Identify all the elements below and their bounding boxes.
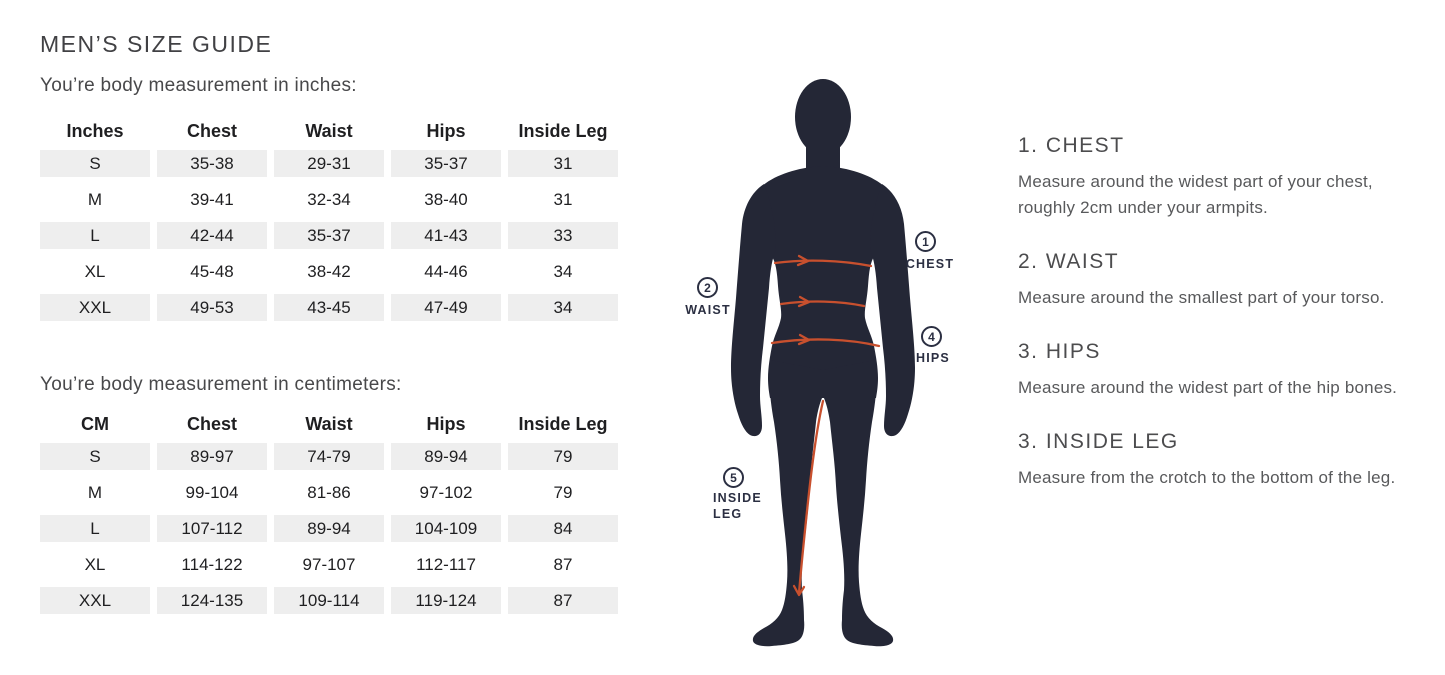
body-measurement-figure [660,60,980,660]
table-cell: 35-37 [274,222,384,249]
table-cell: 87 [553,555,573,574]
instruction-text: Measure around the widest part of the hip bones. [1018,378,1398,397]
table-row [40,443,618,470]
table-cell: XXL [40,294,150,321]
table-cell: 45-48 [190,262,234,281]
table-row [40,222,618,249]
instruction-section [1018,430,1414,491]
column-header: Inches [66,121,124,141]
table-cell: 97-107 [302,555,356,574]
instruction-section [1018,340,1414,401]
table-cell: 107-112 [157,515,267,542]
table-cell: 35-37 [391,150,501,177]
table-cell: 31 [508,150,618,177]
table-cell: 32-34 [307,190,351,209]
table-cell: S [40,150,150,177]
table-cell: M [87,190,103,209]
table-cell: 29-31 [274,150,384,177]
column-header: Hips [426,121,466,141]
table-row [40,551,618,578]
table-cell: 42-44 [157,222,267,249]
table-cell: 41-43 [391,222,501,249]
table-row [40,479,618,506]
table-cell: 39-41 [190,190,234,209]
table-cell: 35-38 [157,150,267,177]
table-cell: 104-109 [391,515,501,542]
right-arm-shape [870,184,915,436]
table-cell: 38-42 [307,262,351,281]
instruction-text: Measure around the widest part of your chest, roughly 2cm under your armpits. [1018,172,1373,217]
column-header: Chest [186,414,237,434]
table-cell: 38-40 [424,190,468,209]
hips-figure-label: HIPS [916,351,950,365]
inside-leg-figure-label: INSIDE LEG [713,491,762,521]
instruction-section [1018,134,1414,221]
table-row [40,587,618,614]
table-cell: S [40,443,150,470]
table-cell: 112-117 [416,555,476,574]
inches-table-subtitle: You’re body measurement in inches: [40,75,357,96]
instruction-text: Measure from the crotch to the bottom of the leg. [1018,468,1396,487]
table-cell: M [87,483,103,502]
table-cell: 97-102 [419,483,473,502]
table-cell: 87 [508,587,618,614]
chest-number-badge: 1 [915,231,936,252]
table-cell: 84 [508,515,618,542]
table-cell: 34 [553,262,573,281]
table-cell: XL [84,555,106,574]
cm-size-table [40,412,618,623]
table-cell: 99-104 [185,483,239,502]
column-header: Waist [305,414,353,434]
table-row [40,294,618,321]
column-header: CM [81,414,109,434]
hips-number-badge: 4 [921,326,942,347]
table-cell: XXL [40,587,150,614]
table-cell: 74-79 [274,443,384,470]
instruction-text: Measure around the smallest part of your torso. [1018,288,1385,307]
table-cell: 81-86 [307,483,351,502]
column-header: Waist [305,121,353,141]
column-header: Inside Leg [518,414,608,434]
instruction-heading: 3. INSIDE LEG [1018,430,1179,453]
instruction-heading: 3. HIPS [1018,340,1101,363]
column-header: Inside Leg [518,121,608,141]
table-cell: 79 [508,443,618,470]
page-title: MEN’S SIZE GUIDE [40,31,273,57]
table-row [40,515,618,542]
table-cell: 31 [553,190,573,209]
table-header-row [40,412,618,436]
cm-table-subtitle: You’re body measurement in centimeters: [40,374,402,395]
inside-leg-number-badge: 5 [723,467,744,488]
table-cell: L [40,515,150,542]
right-leg-shape [823,360,893,646]
table-row [40,186,618,213]
table-cell: 89-97 [157,443,267,470]
table-cell: XL [84,262,106,281]
table-cell: 79 [553,483,573,502]
instruction-heading: 1. CHEST [1018,134,1125,157]
inches-size-table [40,119,618,330]
table-cell: 49-53 [157,294,267,321]
table-cell: 33 [508,222,618,249]
waist-number-badge: 2 [697,277,718,298]
table-row [40,150,618,177]
table-cell: 47-49 [391,294,501,321]
table-header-row [40,119,618,143]
table-cell: 89-94 [391,443,501,470]
table-cell: 44-46 [424,262,468,281]
waist-figure-label: WAIST [685,303,731,317]
measurement-instructions [1018,134,1414,520]
instruction-section [1018,250,1414,311]
table-cell: 34 [508,294,618,321]
table-row [40,258,618,285]
table-cell: 109-114 [274,587,384,614]
column-header: Chest [186,121,237,141]
instruction-heading: 2. WAIST [1018,250,1120,273]
chest-figure-label: CHEST [905,257,955,271]
table-cell: 89-94 [274,515,384,542]
column-header: Hips [426,414,466,434]
table-cell: L [40,222,150,249]
table-cell: 119-124 [391,587,501,614]
table-cell: 124-135 [157,587,267,614]
table-cell: 114-122 [181,555,243,574]
table-cell: 43-45 [274,294,384,321]
